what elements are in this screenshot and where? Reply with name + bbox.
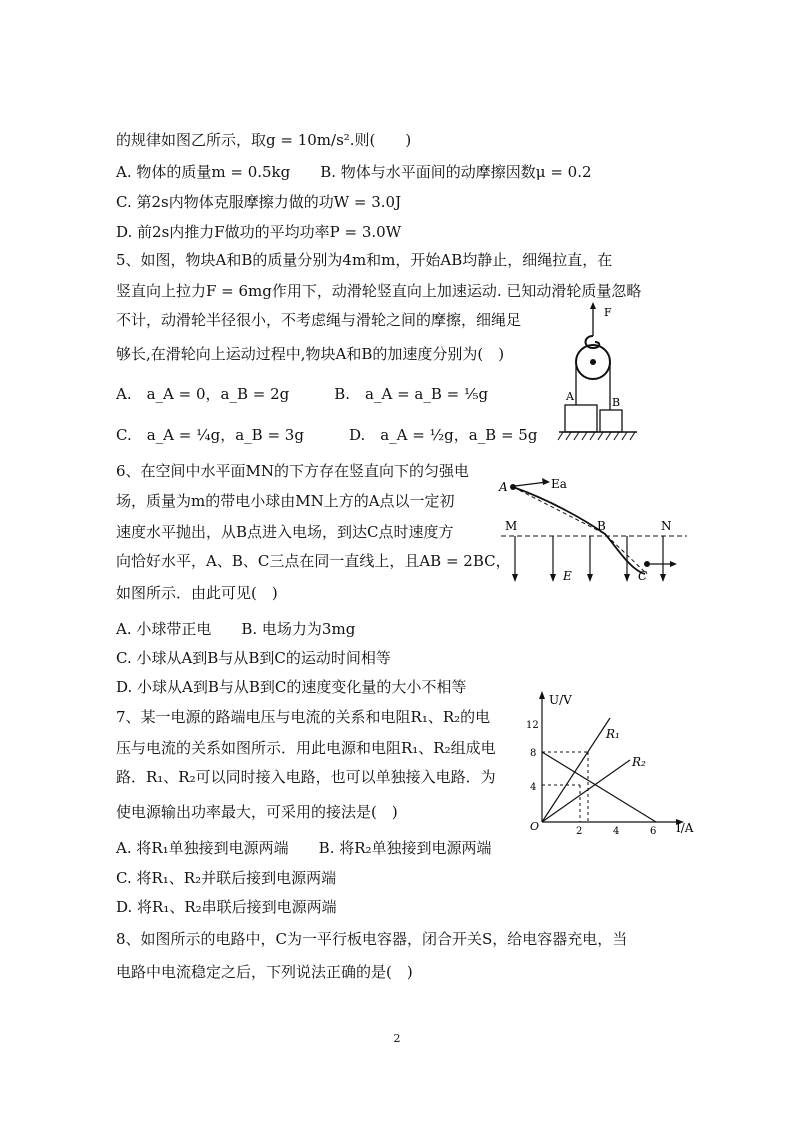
u-i-graph <box>524 688 704 838</box>
y-axis-label: U/V <box>549 693 572 707</box>
option-line: C. a_A = ¼g，a_B = 3g D. a_A = ½g，a_B = 5g <box>116 426 538 444</box>
point-n-label: N <box>661 519 672 533</box>
block-b-label: B <box>612 396 621 409</box>
option-line: C. 将R₁、R₂并联后接到电源两端 <box>116 869 337 887</box>
question-6-text: 场，质量为m的带电小球由MN上方的A点以一定初 <box>116 492 455 510</box>
point-b-label: B <box>597 519 606 533</box>
block-a-label: A <box>566 390 574 403</box>
y-tick-8: 8 <box>530 748 537 759</box>
option-line: D. 前2s内推力F做功的平均功率P = 3.0W <box>116 223 402 241</box>
question-7-text: 使电源输出功率最大，可采用的接法是( ) <box>116 803 398 821</box>
question-6-text: 向恰好水平，A、B、C三点在同一直线上，且AB = 2BC， <box>116 552 511 570</box>
velocity-label: Ea <box>551 477 567 491</box>
option-line: A. 小球带正电 B. 电场力为3mg <box>116 620 356 638</box>
point-a-label: A <box>499 480 508 494</box>
option-line: D. 将R₁、R₂串联后接到电源两端 <box>116 898 337 916</box>
question-5-text: 够长,在滑轮向上运动过程中,物块A和B的加速度分别为( ) <box>116 345 505 363</box>
r1-label: R₁ <box>606 727 620 741</box>
x-tick-2: 2 <box>576 826 583 837</box>
question-5-text: 不计，动滑轮半径很小，不考虑绳与滑轮之间的摩擦，细绳足 <box>116 311 522 329</box>
option-line: A. a_A = 0，a_B = 2g B. a_A = a_B = ⅕g <box>116 385 489 403</box>
question-8-text: 8、如图所示的电路中，C为一平行板电容器，闭合开关S，给电容器充电，当 <box>116 930 628 948</box>
point-m-label: M <box>505 519 518 533</box>
question-5-text: 竖直向上拉力F = 6mg作用下，动滑轮竖直向上加速运动. 已知动滑轮质量忽略 <box>116 282 642 300</box>
x-tick-6: 6 <box>650 826 657 837</box>
option-line: A. 将R₁单独接到电源两端 B. 将R₂单独接到电源两端 <box>116 839 492 857</box>
question-8-text: 电路中电流稳定之后，下列说法正确的是( ) <box>116 963 413 981</box>
question-6-text: 6、在空间中水平面MN的下方存在竖直向下的匀强电 <box>116 462 470 480</box>
option-line: C. 小球从A到B与从B到C的运动时间相等 <box>116 649 391 667</box>
question-7-text: 路．R₁、R₂可以同时接入电路，也可以单独接入电路．为 <box>116 768 496 786</box>
question-6-text: 如图所示．由此可见( ) <box>116 584 278 602</box>
y-tick-12: 12 <box>526 720 539 731</box>
pulley-figure <box>555 300 665 445</box>
field-e-label: E <box>563 569 572 583</box>
y-tick-4: 4 <box>530 782 537 793</box>
x-axis-label: I/A <box>676 821 694 835</box>
origin-label: O <box>530 820 540 833</box>
text-line: 的规律如图乙所示，取g = 10m/s².则( ) <box>116 131 412 149</box>
r2-label: R₂ <box>632 755 646 769</box>
option-line: A. 物体的质量m = 0.5kg B. 物体与水平面间的动摩擦因数μ = 0.2 <box>116 163 592 181</box>
x-tick-4: 4 <box>613 826 620 837</box>
question-5-text: 5、如图，物块A和B的质量分别为4m和m，开始AB均静止，细绳拉直，在 <box>116 251 613 269</box>
option-line: D. 小球从A到B与从B到C的速度变化量的大小不相等 <box>116 678 467 696</box>
force-label: F <box>604 306 612 319</box>
question-6-text: 速度水平抛出，从B点进入电场，到达C点时速度方 <box>116 523 454 541</box>
point-c-label: C <box>638 569 648 583</box>
page-number: 2 <box>393 1032 401 1045</box>
question-7-text: 压与电流的关系如图所示．用此电源和电阻R₁、R₂组成电 <box>116 739 496 757</box>
option-line: C. 第2s内物体克服摩擦力做的功W = 3.0J <box>116 193 402 211</box>
field-trajectory-figure <box>495 470 695 595</box>
question-7-text: 7、某一电源的路端电压与电流的关系和电阻R₁、R₂的电 <box>116 708 491 726</box>
